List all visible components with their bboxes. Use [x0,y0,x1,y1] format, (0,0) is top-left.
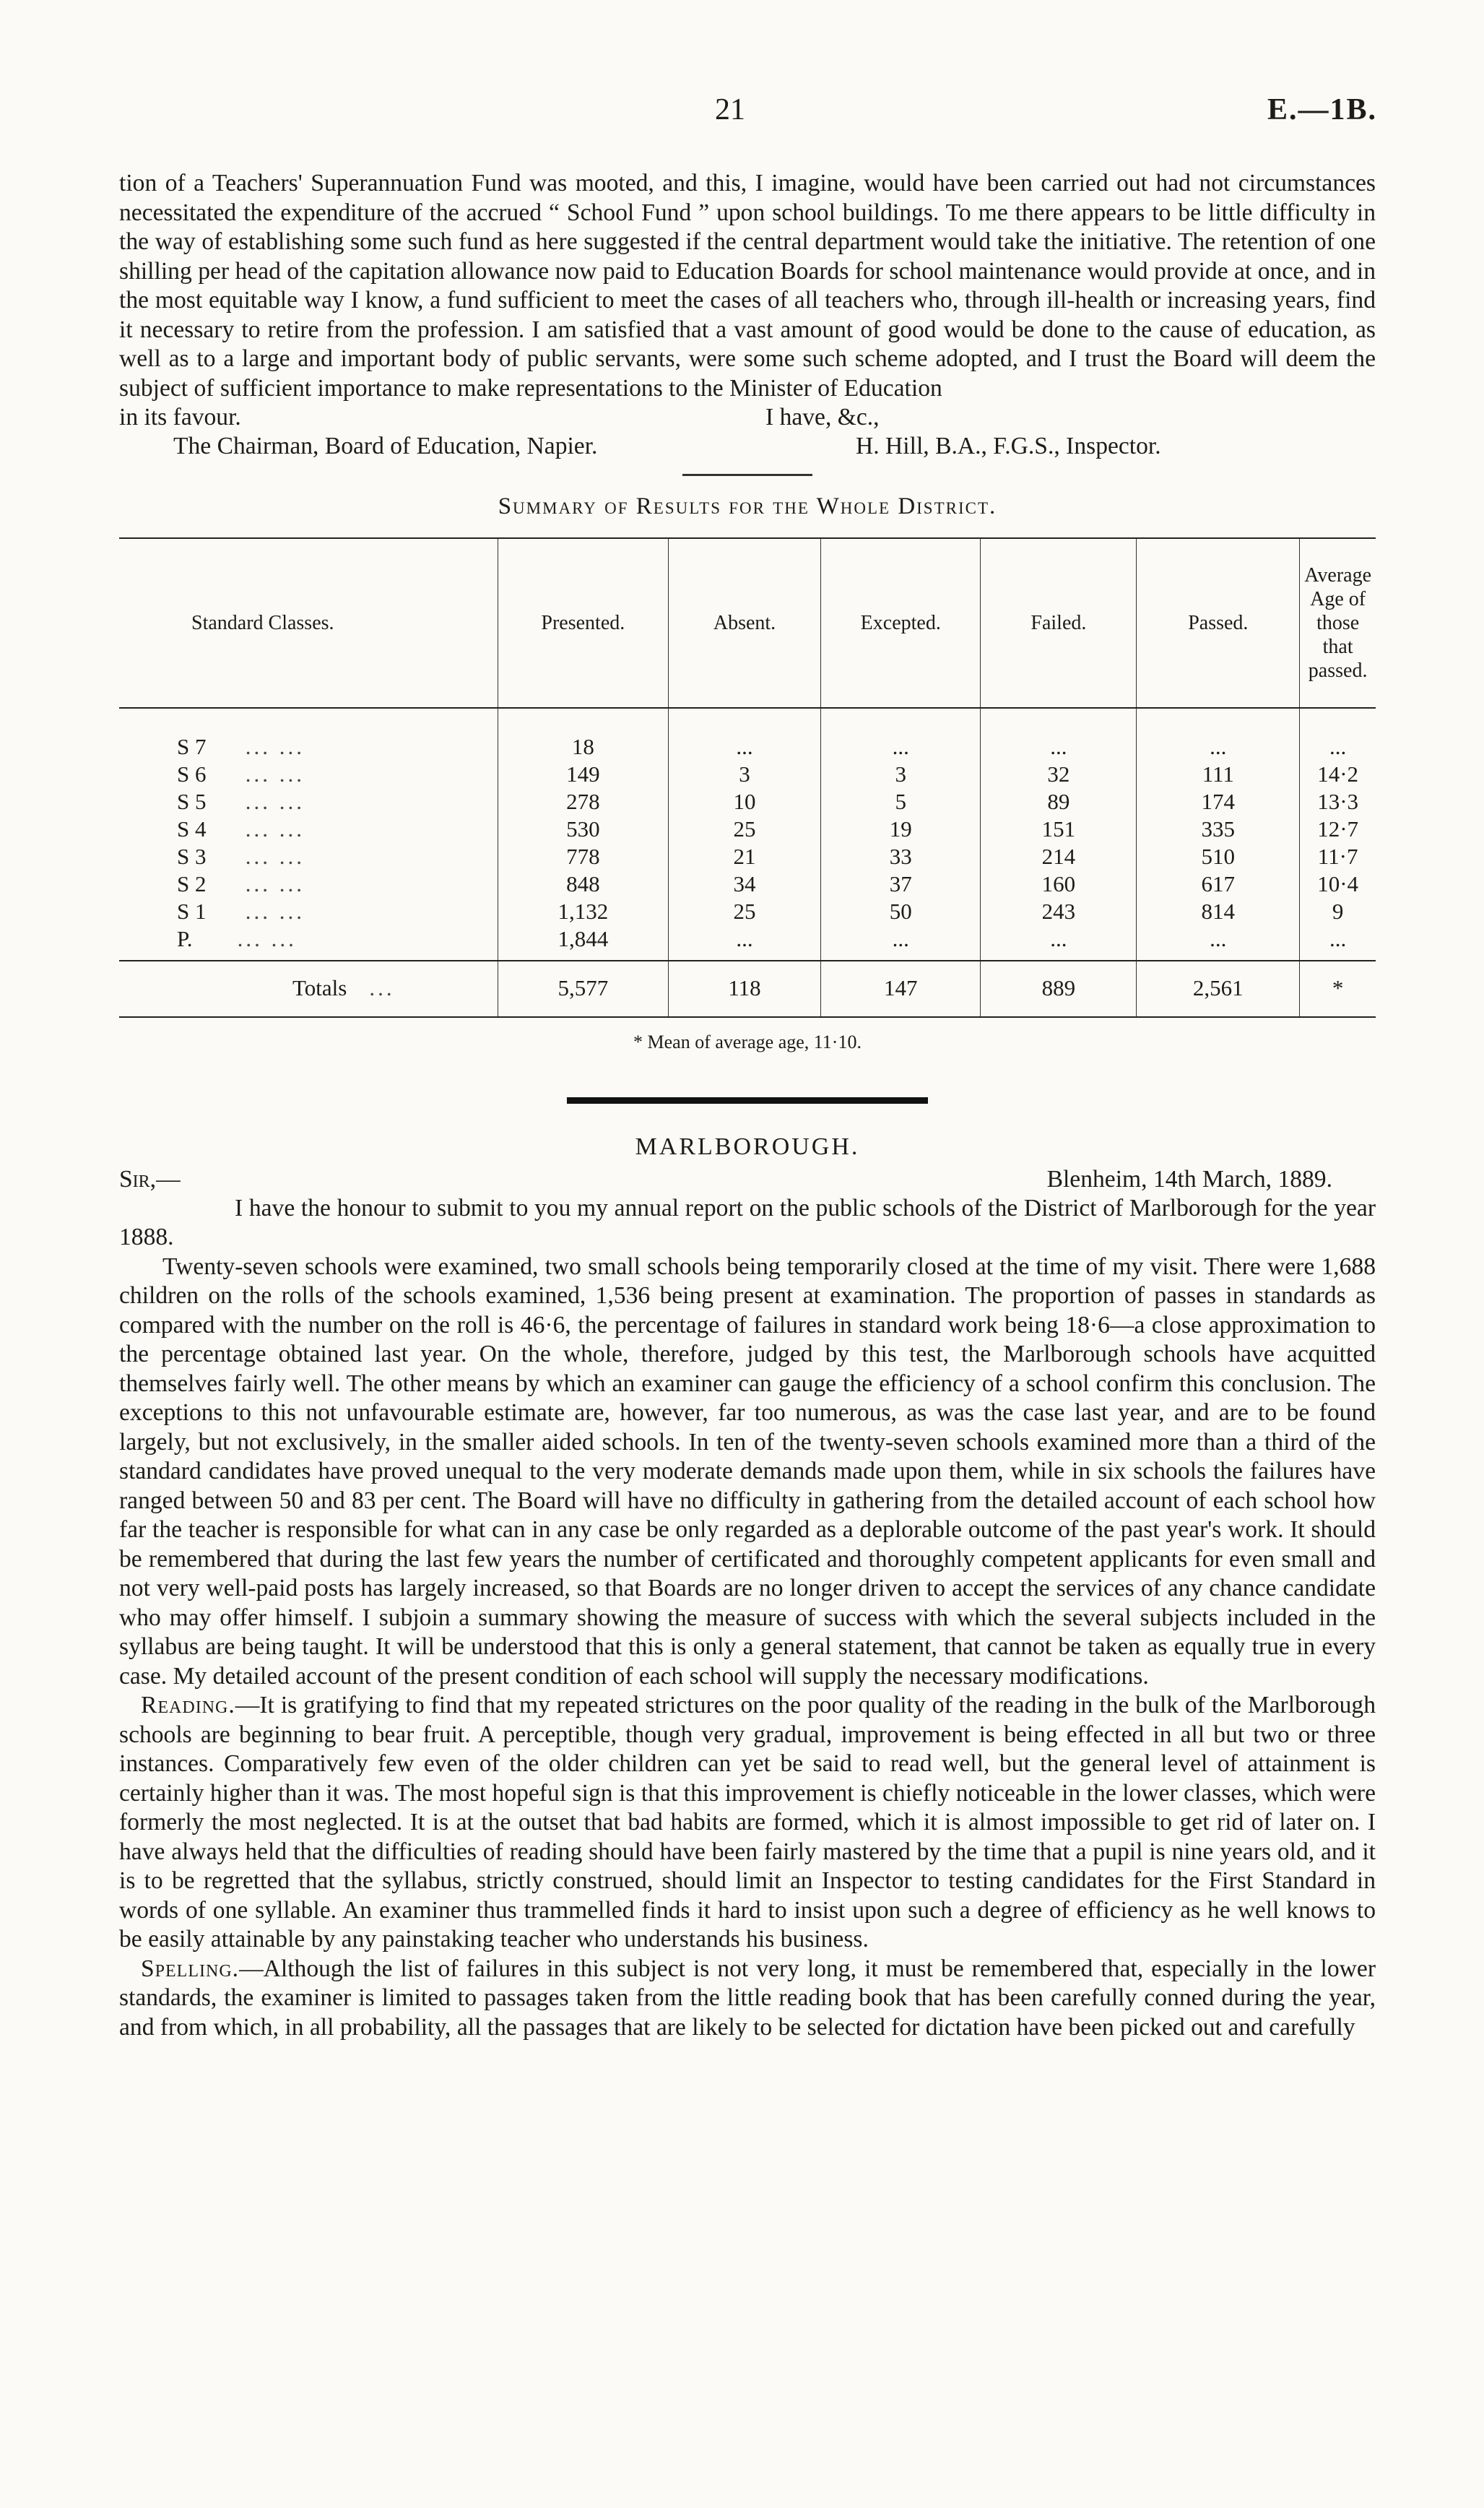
presented-cell: 848 [498,870,668,898]
presented-cell: 18 [498,708,668,761]
series-code: E.—1B. [1267,93,1377,126]
excepted-cell: ... [821,708,981,761]
header-passed: Passed. [1137,538,1300,708]
passed-cell: 617 [1137,870,1300,898]
table-row [119,925,1376,961]
header-absent: Absent. [668,538,820,708]
leader-dots: ... ... [245,898,305,924]
page-header [0,92,1484,136]
age-cell: 10·4 [1300,870,1376,898]
absent-cell: 25 [668,816,820,843]
standard-label: S 7 [177,733,207,759]
place-date: Blenheim, 14th March, 1889. [1046,1165,1332,1193]
leader-dots: ... ... [245,870,305,896]
opening-paragraph: tion of a Teachers' Superannuation Fund was mooted, and this, I imagine, would have been carried out had not circumstances necessitated the expenditure of the accrued “ School Fund ” upon school buildings. To me there appears to be little difficulty in the way of establishing some such fund as here suggested if the central department would take the initiative. The retention of one shilling per head of the capitation allowance now paid to Education Boards for school maintenance would provide at once, and in the most equitable way I know, a fund sufficient to meet the cases of all teachers who, through ill-health or increasing years, find it necessary to retire from the profession. I am satisfied that a vast amount of good would be done to the cause of education, as well as to a large and important body of public servants, were some such scheme adopted, and I trust the Board will deem the subject of sufficient importance to make representations to the Minister of Education [119,170,1376,402]
table-row [119,898,1376,925]
age-cell: ... [1300,925,1376,961]
failed-cell: ... [981,708,1137,761]
signoff-signature: H. Hill, B.A., F.G.S., Inspector. [856,433,1161,459]
reading-text: —It is gratifying to find that my repeated strictures on the poor quality of the reading in the bulk of the Marlborough schools are beginning to bear fruit. A perceptible, though very gradual, improvement is being effected in all but two or three instances. Comparatively few even of the older children can yet be said to read well, but the general level of attainment is certainly higher than it was. The most hopeful sign is that this improvement is chiefly noticeable in the lower classes, which were formerly the most neglected. It is at the outset that bad habits are formed, which it is almost impossible to get rid of later on. I have always held that the difficulties of reading should have been fairly mastered by the time that a pupil is nine years old, and it is to be regretted that the syllabus, strictly construed, should limit an Inspector to testing candidates for the First Standard in words of one syllable. An examiner thus trammelled finds it hard to insist upon such a degree of efficiency as he well knows to be easily attainable by any painstaking teacher who understands his business. [119,1692,1376,1953]
section-heading: MARLBOROUGH. [635,1133,860,1160]
failed-cell: 243 [981,898,1137,925]
age-cell: 11·7 [1300,843,1376,870]
leader-dots: ... ... [237,925,297,951]
section-divider [567,1097,928,1104]
spelling-text: —Although the list of failures in this subject is not very long, it must be remembered that, especially in the lower standards, the examiner is limited to passages taken from the little reading book that has been carefully conned during the year, and from which, in all probability, all the passages that are likely to be selected for dictation have been picked out and carefully [119,1955,1376,2041]
failed-cell: ... [981,925,1137,961]
salutation-line [119,1165,1376,1194]
age-cell: 12·7 [1300,816,1376,843]
presented-cell: 1,132 [498,898,668,925]
salutation: Sir,— [119,1165,181,1193]
header-standard-classes: Standard Classes. [119,538,498,708]
absent-cell: 34 [668,870,820,898]
age-cell: 14·2 [1300,761,1376,788]
standard-label: P. [177,925,193,951]
reading-paragraph [119,1691,1376,1955]
leader-dots: ... ... [245,788,305,814]
age-cell: 13·3 [1300,788,1376,816]
totals-label: Totals [292,974,347,1000]
report-paragraph: Twenty-seven schools were examined, two small schools being temporarily closed at the time of my visit. There were 1,688 children on the rolls of the schools examined, 1,536 being present at examination. The proportion of passes in standards as compared with the number on the roll is 46·6, the percentage of failures in standard work being 18·6—a close approximation to the percentage obtained last year. On the whole, therefore, judged by this test, the Marlborough schools have acquitted themselves fairly well. The other means by which an examiner can gauge the efficiency of a school confirm this conclusion. The exceptions to this not unfavourable estimate are, however, far too numerous, as was the case last year, and are to be found largely, but not exclusively, in the smaller aided schools. In ten of the twenty-seven schools examined more than a third of the standard candidates have proved unequal to the very moderate demands made upon them, while in six schools the failures have ranged between 50 and 83 per cent. The Board will have no difficulty in gathering from the detailed account of each school how far the teacher is responsible for what can in any case be only regarded as a deplorable outcome of the past year's work. It should be remembered that during the last few years the number of certificated and thoroughly competent applicants for even small and not very well-paid posts has largely increased, so that Boards are no longer driven to accept the services of any chance candidate who may offer himself. I subjoin a summary showing the measure of success with which the several subjects included in the syllabus are being taught. It will be understood that this is only a general statement, that cannot be taken as equally true in every case. My detailed account of the present condition of each school will supply the necessary modifications. [119,1253,1376,1690]
totals-row [119,961,1376,1017]
standard-label: S 5 [177,788,207,814]
presented-cell: 530 [498,816,668,843]
passed-cell: ... [1137,708,1300,761]
passed-cell: 335 [1137,816,1300,843]
standard-label: S 4 [177,816,207,842]
presented-cell: 278 [498,788,668,816]
leader-dots: ... ... [245,816,305,842]
summary-header-row [119,538,1376,708]
divider-rule [682,474,812,476]
presented-cell: 1,844 [498,925,668,961]
page-number: 21 [715,93,745,126]
passed-cell: ... [1137,925,1300,961]
table-row [119,761,1376,788]
totals-passed: 2,561 [1137,961,1300,1017]
table-footnote: * Mean of average age, 11·10. [633,1031,862,1052]
header-presented: Presented. [498,538,668,708]
totals-excepted: 147 [821,961,981,1017]
totals-presented: 5,577 [498,961,668,1017]
absent-cell: ... [668,708,820,761]
excepted-cell: 33 [821,843,981,870]
passed-cell: 111 [1137,761,1300,788]
table-row [119,788,1376,816]
header-average-age: Average Age of those that passed. [1300,538,1376,708]
table-row [119,843,1376,870]
absent-cell: 10 [668,788,820,816]
signoff-addressee: The Chairman, Board of Education, Napier. [173,433,598,459]
passed-cell: 174 [1137,788,1300,816]
page-body [119,169,1376,2042]
table-row [119,870,1376,898]
excepted-cell: 5 [821,788,981,816]
summary-table [119,537,1376,1018]
leader-dots: ... ... [245,733,305,759]
failed-cell: 214 [981,843,1137,870]
signoff-last-line: in its favour. [119,404,241,431]
signoff-closing: I have, &c., [765,404,880,431]
header-excepted: Excepted. [821,538,981,708]
presented-cell: 778 [498,843,668,870]
passed-cell: 814 [1137,898,1300,925]
spelling-runin: Spelling. [141,1955,240,1982]
signoff-addressee-line [119,432,1376,461]
summary-table-title: Summary of Results for the Whole District. [498,493,997,519]
signoff-line [119,403,1376,432]
absent-cell: 3 [668,761,820,788]
leader-dots: ... [369,974,395,1000]
passed-cell: 510 [1137,843,1300,870]
standard-label: S 1 [177,898,207,924]
table-row [119,708,1376,761]
report-paragraph: I have the honour to submit to you my annual report on the public schools of the District of Marlborough for the year 1888. [119,1194,1376,1250]
absent-cell: ... [668,925,820,961]
age-cell: ... [1300,708,1376,761]
spelling-paragraph [119,1955,1376,2043]
leader-dots: ... ... [245,843,305,869]
excepted-cell: 37 [821,870,981,898]
excepted-cell: 19 [821,816,981,843]
standard-label: S 2 [177,870,207,896]
presented-cell: 149 [498,761,668,788]
standard-label: S 6 [177,761,207,787]
totals-failed: 889 [981,961,1137,1017]
age-cell: 9 [1300,898,1376,925]
header-failed: Failed. [981,538,1137,708]
failed-cell: 151 [981,816,1137,843]
absent-cell: 21 [668,843,820,870]
absent-cell: 25 [668,898,820,925]
reading-runin: Reading. [141,1692,235,1718]
failed-cell: 160 [981,870,1137,898]
table-row [119,816,1376,843]
totals-absent: 118 [668,961,820,1017]
standard-label: S 3 [177,843,207,869]
leader-dots: ... ... [245,761,305,787]
failed-cell: 89 [981,788,1137,816]
excepted-cell: 3 [821,761,981,788]
excepted-cell: 50 [821,898,981,925]
totals-age: * [1300,961,1376,1017]
failed-cell: 32 [981,761,1137,788]
excepted-cell: ... [821,925,981,961]
